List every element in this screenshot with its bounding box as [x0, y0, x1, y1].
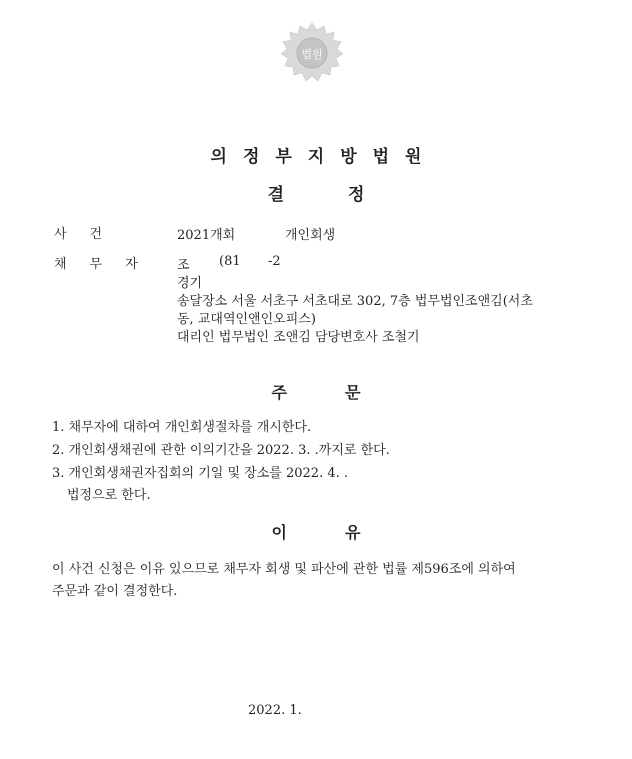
court-title: 의정부지방법원: [210, 147, 438, 167]
order-item-continued: 법정으로 한다.: [67, 488, 151, 503]
debtor-agent: 대리인 법무법인 조앤김 담당변호사 조철기: [177, 330, 420, 345]
case-type: 개인회생: [285, 228, 336, 243]
debtor-id-suffix: -2: [268, 254, 281, 269]
debtor-address: 경기: [177, 276, 203, 291]
seal-text: 법원: [301, 48, 323, 61]
reason-heading: 이유: [271, 523, 419, 542]
order-item: 1. 채무자에 대하여 개인회생절차를 개시한다.: [52, 420, 312, 435]
case-label: 사건: [54, 227, 126, 242]
reason-line: 이 사건 신청은 이유 있으므로 채무자 회생 및 파산에 관한 법률 제596조에 의하여: [52, 562, 516, 577]
debtor-id-prefix: (81: [219, 254, 241, 269]
document-type-title: 결정: [267, 185, 429, 205]
order-item: 2. 개인회생채권에 관한 이의기간을 2022. 3. .까지로 한다.: [52, 443, 390, 458]
court-seal-icon: [279, 20, 345, 86]
case-number: 2021개회: [177, 228, 236, 243]
order-heading: 주문: [271, 383, 419, 402]
debtor-name: 조: [177, 258, 190, 273]
debtor-service-address-cont: 동, 교대역인앤인오피스): [177, 312, 316, 327]
order-item: 3. 개인회생채권자집회의 기일 및 장소를 2022. 4. .: [52, 466, 349, 481]
debtor-service-address: 송달장소 서울 서초구 서초대로 302, 7층 법무법인조앤김(서초: [177, 294, 533, 309]
reason-line: 주문과 같이 결정한다.: [52, 584, 178, 599]
debtor-label: 채무자: [54, 257, 161, 272]
decision-date: 2022. 1.: [248, 703, 302, 718]
